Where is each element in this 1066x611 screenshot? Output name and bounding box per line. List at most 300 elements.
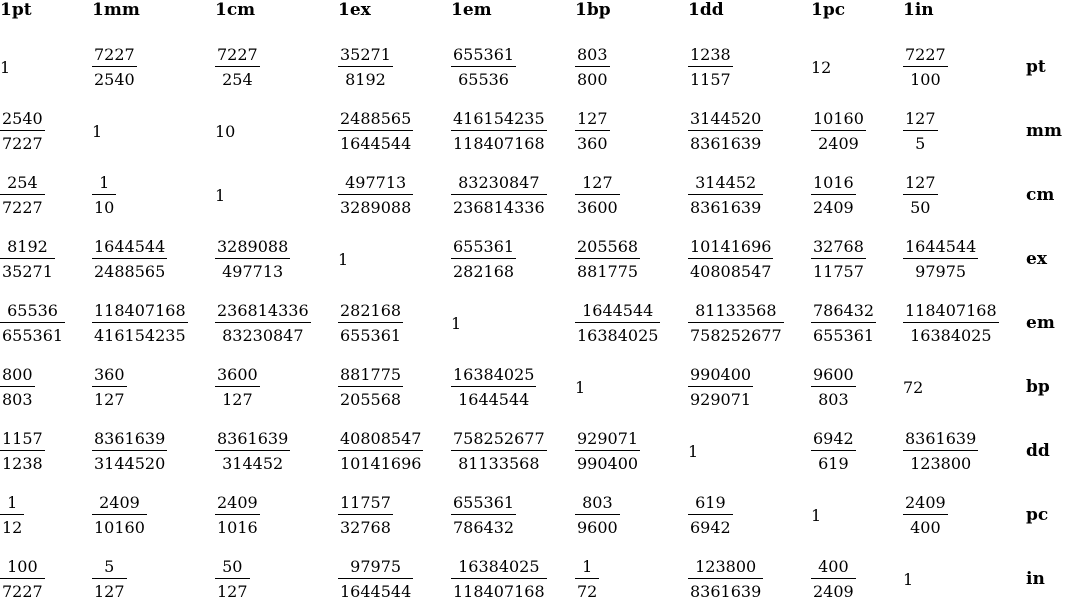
numerator: 2409 [92,493,147,515]
row-label-bp: bp [1026,377,1050,397]
numerator: 81133568 [688,301,784,323]
numerator: 8361639 [92,429,167,451]
numerator: 127 [575,173,620,195]
row-label-em: em [1026,313,1055,333]
table-cell [688,35,733,99]
fraction [903,301,999,345]
numerator: 65536 [0,301,65,323]
table-cell [451,483,516,547]
table-cell [215,419,290,483]
denominator: 282168 [453,262,515,281]
table-cell [338,163,413,227]
numerator: 2540 [0,109,45,131]
denominator: 9600 [577,518,618,537]
table-cell [811,547,856,611]
fraction [338,301,403,345]
numerator: 314452 [688,173,763,195]
numerator: 2488565 [338,109,413,131]
fraction [903,173,938,217]
denominator: 758252677 [690,326,782,345]
fraction [451,45,516,89]
numerator: 8361639 [215,429,290,451]
denominator: 8192 [345,70,386,89]
table-cell [688,99,763,163]
numerator: 16384025 [451,557,547,579]
numerator: 5 [92,557,127,579]
numerator: 758252677 [451,429,547,451]
table-cell [215,227,290,291]
numerator: 254 [0,173,45,195]
fraction [811,109,866,153]
fraction [215,429,290,473]
fraction [575,301,660,345]
denominator: 1644544 [340,134,412,153]
denominator: 7227 [2,198,43,217]
fraction [92,45,137,89]
denominator: 8361639 [690,134,762,153]
numerator: 786432 [811,301,876,323]
column-header-1cm: 1cm [215,0,256,20]
table-cell [92,547,127,611]
numerator: 416154235 [451,109,547,131]
fraction [575,45,610,89]
numerator: 619 [688,493,733,515]
row-label-mm: mm [1026,121,1062,141]
fraction [811,237,866,281]
table-cell [338,547,413,611]
denominator: 2409 [813,582,854,601]
denominator: 1238 [2,454,43,473]
denominator: 929071 [690,390,752,409]
integer-value: 1 [575,377,586,397]
denominator: 1644544 [458,390,530,409]
table-cell [215,547,250,611]
fraction [451,365,536,409]
denominator: 32768 [340,518,391,537]
numerator: 1644544 [92,237,167,259]
table-cell [688,163,763,227]
fraction [338,109,413,153]
fraction [903,493,948,537]
denominator: 314452 [222,454,284,473]
table-cell [688,355,753,419]
integer-value: 72 [903,377,924,397]
denominator: 7227 [2,582,43,601]
numerator: 127 [903,173,938,195]
integer-value: 1 [215,185,226,205]
denominator: 40808547 [690,262,772,281]
fraction [575,493,620,537]
table-cell [903,547,913,611]
table-cell [575,291,660,355]
fraction [811,173,856,217]
table-cell [451,547,547,611]
row-label-ex: ex [1026,249,1047,269]
fraction [451,557,547,601]
numerator: 800 [0,365,35,387]
numerator: 655361 [451,45,516,67]
fraction [811,365,856,409]
fraction [688,301,784,345]
table-cell [811,163,856,227]
table-cell [215,483,260,547]
denominator: 360 [577,134,608,153]
numerator: 655361 [451,237,516,259]
column-header-1pt: 1pt [0,0,32,20]
fraction [92,365,127,409]
fraction [688,493,733,537]
denominator: 990400 [577,454,639,473]
column-header-1em: 1em [451,0,492,20]
table-cell [92,291,188,355]
table-cell [215,163,225,227]
table-cell [338,291,403,355]
denominator: 35271 [2,262,53,281]
fraction [215,557,250,601]
fraction [0,365,35,409]
integer-value: 1 [811,505,822,525]
table-cell [688,419,698,483]
fraction [451,109,547,153]
row-label-dd: dd [1026,441,1050,461]
numerator: 35271 [338,45,393,67]
integer-value: 1 [0,57,11,77]
denominator: 205568 [340,390,402,409]
table-cell [811,227,866,291]
denominator: 6942 [690,518,731,537]
table-cell [903,355,923,419]
fraction [0,173,45,217]
table-cell [811,355,856,419]
denominator: 3289088 [340,198,412,217]
numerator: 929071 [575,429,640,451]
table-cell [903,291,999,355]
integer-value: 1 [338,249,349,269]
table-cell [575,547,599,611]
numerator: 2409 [903,493,948,515]
fraction [92,301,188,345]
table-cell [811,483,821,547]
table-cell [451,291,461,355]
fraction [811,557,856,601]
table-cell [575,483,620,547]
fraction [811,301,876,345]
table-cell [451,99,547,163]
column-header-1in: 1in [903,0,934,20]
fraction [575,109,610,153]
denominator: 127 [94,390,125,409]
denominator: 16384025 [910,326,992,345]
fraction [338,557,413,601]
denominator: 786432 [453,518,515,537]
numerator: 205568 [575,237,640,259]
denominator: 100 [910,70,941,89]
denominator: 81133568 [458,454,540,473]
integer-value: 1 [451,313,462,333]
fraction [92,173,116,217]
table-cell [92,419,167,483]
numerator: 16384025 [451,365,536,387]
numerator: 1238 [688,45,733,67]
table-cell [338,99,413,163]
fraction [338,173,413,217]
numerator: 32768 [811,237,866,259]
numerator: 990400 [688,365,753,387]
denominator: 118407168 [453,134,545,153]
denominator: 83230847 [222,326,304,345]
numerator: 881775 [338,365,403,387]
table-cell [92,35,137,99]
table-cell [575,99,610,163]
table-cell [215,35,260,99]
table-cell [903,99,938,163]
table-cell [338,227,348,291]
integer-value: 1 [92,121,103,141]
denominator: 72 [577,582,598,601]
integer-value: 10 [215,121,236,141]
numerator: 83230847 [451,173,547,195]
numerator: 8361639 [903,429,978,451]
fraction [338,45,393,89]
column-header-1ex: 1ex [338,0,371,20]
fraction [92,557,127,601]
fraction [688,109,763,153]
numerator: 8192 [0,237,55,259]
table-cell [0,163,45,227]
fraction [575,237,640,281]
numerator: 127 [575,109,610,131]
integer-value: 12 [811,57,832,77]
fraction [688,557,763,601]
denominator: 65536 [458,70,509,89]
denominator: 655361 [340,326,402,345]
fraction [0,429,45,473]
denominator: 497713 [222,262,284,281]
denominator: 16384025 [577,326,659,345]
fraction [688,237,773,281]
denominator: 127 [222,390,253,409]
table-cell [903,227,978,291]
numerator: 7227 [903,45,948,67]
fraction [215,45,260,89]
fraction [688,173,763,217]
table-cell [0,35,10,99]
fraction [215,493,260,537]
table-cell [0,227,55,291]
table-cell [688,483,733,547]
denominator: 1016 [217,518,258,537]
table-cell [0,483,24,547]
table-cell [338,355,403,419]
numerator: 10160 [811,109,866,131]
denominator: 10141696 [340,454,422,473]
fraction [451,429,547,473]
numerator: 1 [92,173,116,195]
fraction [0,301,65,345]
table-cell [688,547,763,611]
fraction [903,109,938,153]
numerator: 127 [903,109,938,131]
column-header-1mm: 1mm [92,0,140,20]
table-cell [451,419,547,483]
denominator: 1644544 [340,582,412,601]
fraction [215,237,290,281]
fraction [811,429,856,473]
denominator: 1157 [690,70,731,89]
numerator: 1157 [0,429,45,451]
denominator: 8361639 [690,198,762,217]
fraction [575,557,599,601]
numerator: 11757 [338,493,393,515]
table-cell [215,291,311,355]
table-cell [0,99,45,163]
denominator: 12 [2,518,23,537]
numerator: 1 [575,557,599,579]
numerator: 400 [811,557,856,579]
table-cell [338,419,423,483]
table-cell [215,99,235,163]
numerator: 2409 [215,493,260,515]
table-cell [451,35,516,99]
fraction [92,429,167,473]
table-cell [338,483,393,547]
denominator: 400 [910,518,941,537]
numerator: 118407168 [92,301,188,323]
denominator: 416154235 [94,326,186,345]
numerator: 1644544 [575,301,660,323]
denominator: 655361 [813,326,875,345]
numerator: 40808547 [338,429,423,451]
numerator: 3289088 [215,237,290,259]
table-cell [903,483,948,547]
integer-value: 1 [688,441,699,461]
denominator: 10 [94,198,115,217]
column-header-1dd: 1dd [688,0,724,20]
numerator: 118407168 [903,301,999,323]
fraction [903,45,948,89]
table-cell [0,291,65,355]
fraction [338,493,393,537]
table-cell [92,163,116,227]
denominator: 10160 [94,518,145,537]
denominator: 127 [217,582,248,601]
numerator: 1016 [811,173,856,195]
table-cell [811,99,866,163]
denominator: 127 [94,582,125,601]
denominator: 5 [915,134,926,153]
table-cell [215,355,260,419]
numerator: 7227 [92,45,137,67]
numerator: 497713 [338,173,413,195]
denominator: 2409 [813,198,854,217]
table-cell [575,163,620,227]
denominator: 881775 [577,262,639,281]
fraction [338,429,423,473]
fraction [451,493,516,537]
fraction [92,237,167,281]
table-cell [92,355,127,419]
fraction [688,45,733,89]
numerator: 1 [0,493,24,515]
fraction [0,237,55,281]
fraction [0,493,24,537]
denominator: 803 [2,390,33,409]
denominator: 97975 [915,262,967,281]
fraction [575,429,640,473]
denominator: 3600 [577,198,618,217]
denominator: 254 [222,70,253,89]
denominator: 11757 [813,262,864,281]
fraction [451,173,547,217]
table-cell [92,99,102,163]
table-cell [811,419,856,483]
fraction [338,365,403,409]
integer-value: 1 [903,569,914,589]
fraction [903,429,978,473]
numerator: 7227 [215,45,260,67]
numerator: 97975 [338,557,413,579]
row-label-pc: pc [1026,505,1049,525]
numerator: 3600 [215,365,260,387]
table-cell [575,35,610,99]
table-cell [903,163,938,227]
denominator: 800 [577,70,608,89]
table-cell [575,355,585,419]
table-cell [451,163,547,227]
numerator: 9600 [811,365,856,387]
table-cell [811,291,876,355]
column-header-1pc: 1pc [811,0,846,20]
row-label-in: in [1026,569,1045,589]
table-cell [688,227,773,291]
numerator: 1644544 [903,237,978,259]
denominator: 619 [818,454,849,473]
table-cell [903,419,978,483]
table-cell [92,227,167,291]
numerator: 282168 [338,301,403,323]
table-cell [92,483,147,547]
fraction [0,557,45,601]
numerator: 655361 [451,493,516,515]
denominator: 7227 [2,134,43,153]
denominator: 50 [910,198,931,217]
table-cell [903,35,948,99]
numerator: 803 [575,45,610,67]
table-cell [575,419,640,483]
fraction [903,237,978,281]
row-label-cm: cm [1026,185,1055,205]
denominator: 803 [818,390,849,409]
numerator: 236814336 [215,301,311,323]
numerator: 100 [0,557,45,579]
fraction [92,493,147,537]
table-cell [0,419,45,483]
numerator: 10141696 [688,237,773,259]
numerator: 123800 [688,557,763,579]
denominator: 2488565 [94,262,166,281]
table-cell [575,227,640,291]
fraction [688,365,753,409]
fraction [451,237,516,281]
denominator: 655361 [2,326,64,345]
fraction [215,301,311,345]
table-cell [451,355,536,419]
numerator: 50 [215,557,250,579]
denominator: 3144520 [94,454,166,473]
fraction [215,365,260,409]
numerator: 803 [575,493,620,515]
fraction [0,109,45,153]
